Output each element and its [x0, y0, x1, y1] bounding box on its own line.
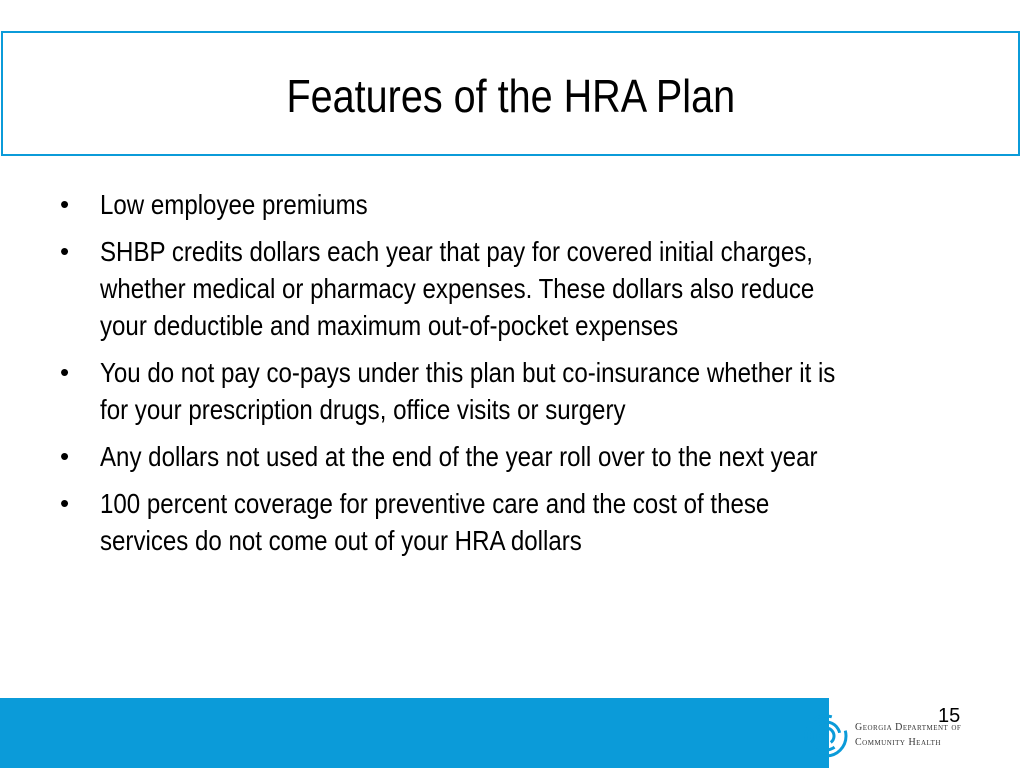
slide-title: Features of the HRA Plan: [286, 69, 735, 122]
bullet-list: [60, 186, 980, 569]
bullet-text: Any dollars not used at the end of the year roll over to the next year: [100, 441, 818, 472]
bullet-item: [60, 438, 980, 475]
georgia-dch-logo-icon: [803, 713, 849, 759]
logo-line-2: Community Health: [855, 737, 941, 748]
bullet-item: [60, 485, 980, 559]
bullet-icon: •: [60, 441, 70, 471]
bullet-item: [60, 233, 980, 344]
logo-text: [855, 720, 961, 750]
bullet-item: [60, 354, 980, 428]
footer-bar: [0, 698, 829, 768]
bullet-text: Low employee premiums: [100, 189, 368, 220]
bullet-icon: •: [60, 189, 70, 219]
logo-line-1: Georgia Department of: [855, 722, 962, 733]
page-number: 15: [938, 705, 961, 727]
bullet-icon: •: [60, 488, 70, 518]
bullet-item: [60, 186, 980, 223]
bullet-icon: •: [60, 236, 70, 266]
title-box: [1, 31, 1020, 156]
bullet-text: 100 percent coverage for preventive care and the cost of these services do not come out of your HRA dollars: [100, 488, 770, 556]
bullet-text: SHBP credits dollars each year that pay for covered initial charges, whether medical or pharmacy expenses. These dollars also reduce your deductible and maximum out-of-pocket expenses: [100, 236, 815, 341]
bullet-text: You do not pay co-pays under this plan but co-insurance whether it is for your prescription drugs, office visits or surgery: [100, 357, 836, 425]
bullet-icon: •: [60, 357, 70, 387]
